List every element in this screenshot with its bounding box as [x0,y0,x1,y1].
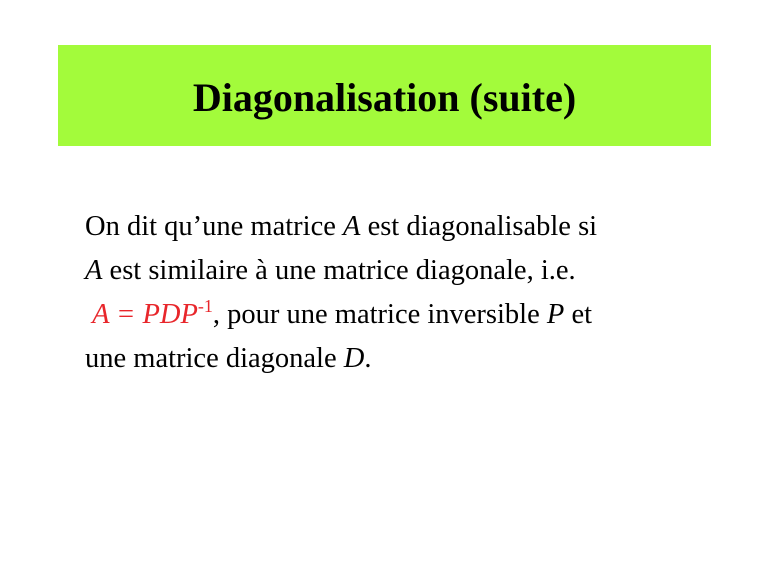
text-segment: On dit qu’une matrice [85,211,344,242]
paragraph-line-3 [85,293,725,337]
variable-d: D [343,343,365,374]
text-segment: . [364,343,372,374]
text-segment: une matrice diagonale [85,343,344,374]
title-banner [58,45,711,146]
text-segment: et [564,299,593,330]
slide-title: Diagonalisation (suite) [192,74,577,120]
text-segment: , pour une matrice inversible [212,299,547,330]
paragraph-line-4 [85,337,725,381]
definition-paragraph [85,205,725,381]
variable-p: P [546,299,565,330]
formula: A = PDP [92,299,198,330]
variable-a: A [343,211,361,242]
formula-exponent: -1 [197,296,213,316]
text-segment: est similaire à une matrice diagonale, i.e. [102,255,576,286]
text-segment: est diagonalisable si [360,211,598,242]
variable-a: A [85,255,103,286]
paragraph-line-2 [85,249,725,293]
paragraph-line-1 [85,205,725,249]
